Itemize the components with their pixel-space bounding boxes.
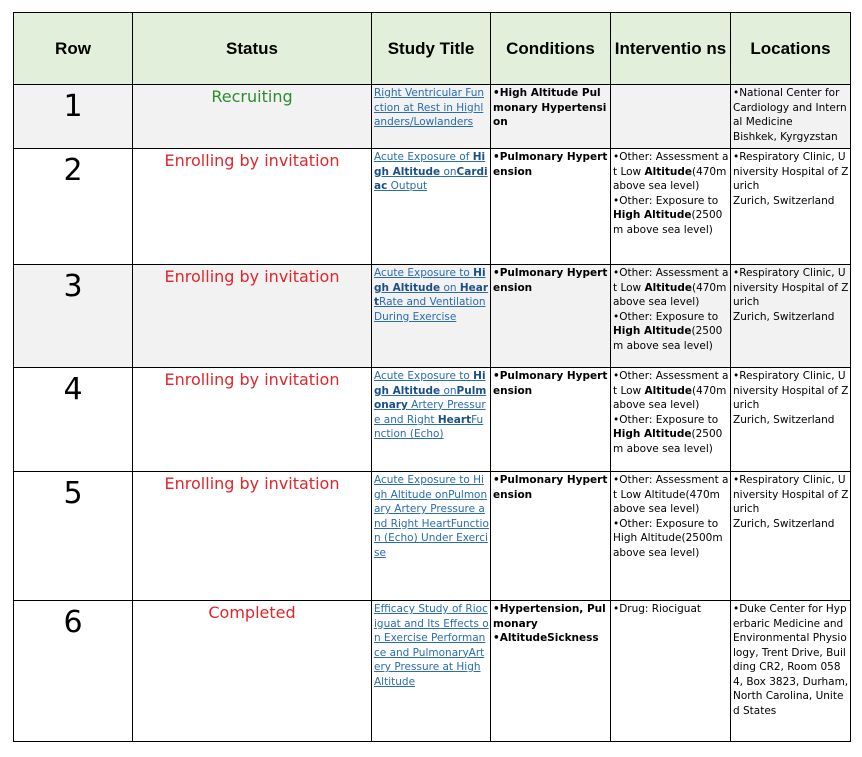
intervention-item: •Other: Exposure to High Altitude(2500m above sea level) [613, 517, 723, 559]
locations-cell [731, 368, 851, 472]
row-number-cell [14, 368, 133, 472]
title-cell [372, 85, 491, 149]
table-row [14, 472, 851, 601]
status-text: Enrolling by invitation [164, 474, 340, 493]
row-number: 1 [63, 89, 83, 124]
conditions-cell [491, 472, 611, 601]
row-number-cell [14, 472, 133, 601]
locations-cell [731, 265, 851, 368]
intervention-text: •Other: Exposure to [613, 194, 719, 207]
status-text: Completed [208, 603, 296, 622]
intervention-text-bold: Altitude [644, 384, 692, 397]
row-number: 4 [63, 372, 83, 407]
title-text-bold: Pulmonary [374, 384, 487, 411]
title-text: on [440, 384, 457, 397]
interventions-cell [611, 265, 731, 368]
intervention-text: (2500m above sea level) [613, 325, 723, 352]
table-row [14, 601, 851, 742]
title-text: on [440, 281, 460, 294]
title-text: Output [387, 180, 428, 192]
title-text: Artery Pressure and Right [374, 399, 486, 426]
row-number: 3 [63, 269, 83, 304]
title-cell [372, 472, 491, 601]
condition-item: •Pulmonary Hypertension [493, 370, 608, 397]
status-cell [133, 149, 372, 265]
location-city: Zurich, Switzerland [733, 413, 835, 426]
locations-cell [731, 85, 851, 149]
title-cell [372, 368, 491, 472]
condition-item: •Pulmonary Hypertension [493, 474, 608, 501]
conditions-cell [491, 265, 611, 368]
status-text: Recruiting [211, 87, 293, 106]
intervention-text: (2500m above sea level) [613, 209, 723, 236]
trials-table [13, 12, 851, 742]
condition-item: •Pulmonary Hypertension [493, 151, 608, 178]
row-number: 5 [63, 476, 83, 511]
title-text-bold: High Altitude [374, 267, 486, 294]
intervention-text: •Other: Exposure to [613, 310, 719, 323]
locations-cell [731, 149, 851, 265]
conditions-cell [491, 601, 611, 742]
status-cell [133, 85, 372, 149]
title-text: Rate and Ventilation During Exercise [374, 296, 486, 323]
intervention-item: •Other: Assessment at Low Altitude(470m above sea level) [613, 474, 729, 515]
status-cell [133, 601, 372, 742]
status-text: Enrolling by invitation [164, 370, 340, 389]
row-number-cell [14, 149, 133, 265]
table-row [14, 368, 851, 472]
intervention-text: •Other: Assessment at Low [613, 151, 729, 178]
intervention-text: (470m above sea level) [613, 384, 727, 411]
table-row [14, 85, 851, 149]
intervention-text: •Other: Assessment at Low [613, 267, 729, 294]
location-city: Zurich, Switzerland [733, 517, 835, 530]
title-text: Function (Echo) [374, 413, 484, 440]
interventions-cell [611, 601, 731, 742]
location-item: •Respiratory Clinic, University Hospital of Zurich [733, 474, 849, 515]
study-title-link[interactable] [374, 370, 486, 440]
row-number-cell [14, 265, 133, 368]
location-item: •Respiratory Clinic, University Hospital of Zurich [733, 267, 849, 308]
condition-item: •Pulmonary Hypertension [493, 267, 608, 294]
title-text: Acute Exposure to High Altitude onPulmonary Artery Pressure and Right HeartFunction (Echo) Under Exercise [374, 474, 489, 559]
header-row [14, 13, 851, 85]
row-number: 2 [63, 153, 83, 188]
status-cell [133, 472, 372, 601]
location-item: •Respiratory Clinic, University Hospital of Zurich [733, 370, 849, 411]
interventions-cell [611, 85, 731, 149]
intervention-text-bold: High Altitude [613, 209, 692, 221]
title-text: Acute Exposure to [374, 370, 474, 382]
intervention-text: (470m above sea level) [613, 281, 727, 308]
study-title-link[interactable] [374, 87, 484, 128]
intervention-text: (470m above sea level) [613, 165, 727, 192]
title-cell [372, 149, 491, 265]
header-status: Status [133, 13, 372, 85]
conditions-cell [491, 368, 611, 472]
intervention-text-bold: High Altitude [613, 428, 692, 440]
locations-cell [731, 472, 851, 601]
intervention-text: •Other: Exposure to [613, 413, 719, 426]
title-text-bold: High Altitude [374, 151, 486, 178]
intervention-text: (2500m above sea level) [613, 428, 723, 455]
title-text: Efficacy Study of Riociguat and Its Effects on Exercise Performance and PulmonaryArtery Pressure at High Altitude [374, 603, 489, 688]
status-text: Enrolling by invitation [164, 151, 340, 170]
title-text: Right Ventricular Function at Rest in Highlanders/Lowlanders [374, 87, 485, 128]
title-cell [372, 265, 491, 368]
header-conditions: Conditions [491, 13, 611, 85]
header-locations: Locations [731, 13, 851, 85]
condition-item: •Hypertension, Pulmonary [493, 603, 606, 630]
title-text: Acute Exposure to [374, 267, 474, 279]
location-item: •Duke Center for Hyperbaric Medicine and Environmental Physiology, Trent Drive, Building CR2, Room 0584, Box 3823, Durham, North Carolina, United States [733, 603, 849, 717]
interventions-cell [611, 472, 731, 601]
study-title-link[interactable] [374, 267, 488, 323]
location-item: •Respiratory Clinic, University Hospital of Zurich [733, 151, 849, 192]
study-title-link[interactable] [374, 474, 489, 559]
intervention-text-bold: Altitude [644, 165, 692, 178]
interventions-cell [611, 368, 731, 472]
location-city: Bishkek, Kyrgyzstan [733, 130, 838, 143]
status-cell [133, 265, 372, 368]
location-item: •National Center for Cardiology and Internal Medicine [733, 87, 847, 128]
header-interventions: Interventio ns [611, 13, 731, 85]
locations-cell [731, 601, 851, 742]
row-number-cell [14, 85, 133, 149]
title-text-bold: High Altitude [374, 370, 486, 397]
title-text-bold: Cardiac [374, 165, 488, 192]
intervention-text-bold: Altitude [644, 281, 692, 294]
table-row [14, 149, 851, 265]
study-title-link[interactable] [374, 151, 488, 192]
title-text: Acute Exposure of [374, 151, 473, 163]
location-city: Zurich, Switzerland [733, 194, 835, 207]
header-row-num: Row [14, 13, 133, 85]
intervention-text: •Other: Assessment at Low [613, 370, 729, 397]
title-text-bold: Heart [374, 281, 489, 308]
header-study-title: Study Title [372, 13, 491, 85]
title-text: on [440, 165, 457, 178]
interventions-cell [611, 149, 731, 265]
row-number: 6 [63, 605, 83, 640]
status-text: Enrolling by invitation [164, 267, 340, 286]
condition-item: •AltitudeSickness [493, 632, 599, 644]
conditions-cell [491, 149, 611, 265]
intervention-text-bold: High Altitude [613, 325, 692, 337]
conditions-cell [491, 85, 611, 149]
title-text-bold: Heart [437, 413, 472, 426]
location-city: Zurich, Switzerland [733, 310, 835, 323]
intervention-item: •Drug: Riociguat [613, 603, 701, 615]
row-number-cell [14, 601, 133, 742]
status-cell [133, 368, 372, 472]
condition-item: •High Altitude Pulmonary Hypertension [493, 87, 607, 128]
title-cell [372, 601, 491, 742]
table-row [14, 265, 851, 368]
study-title-link[interactable] [374, 603, 489, 688]
